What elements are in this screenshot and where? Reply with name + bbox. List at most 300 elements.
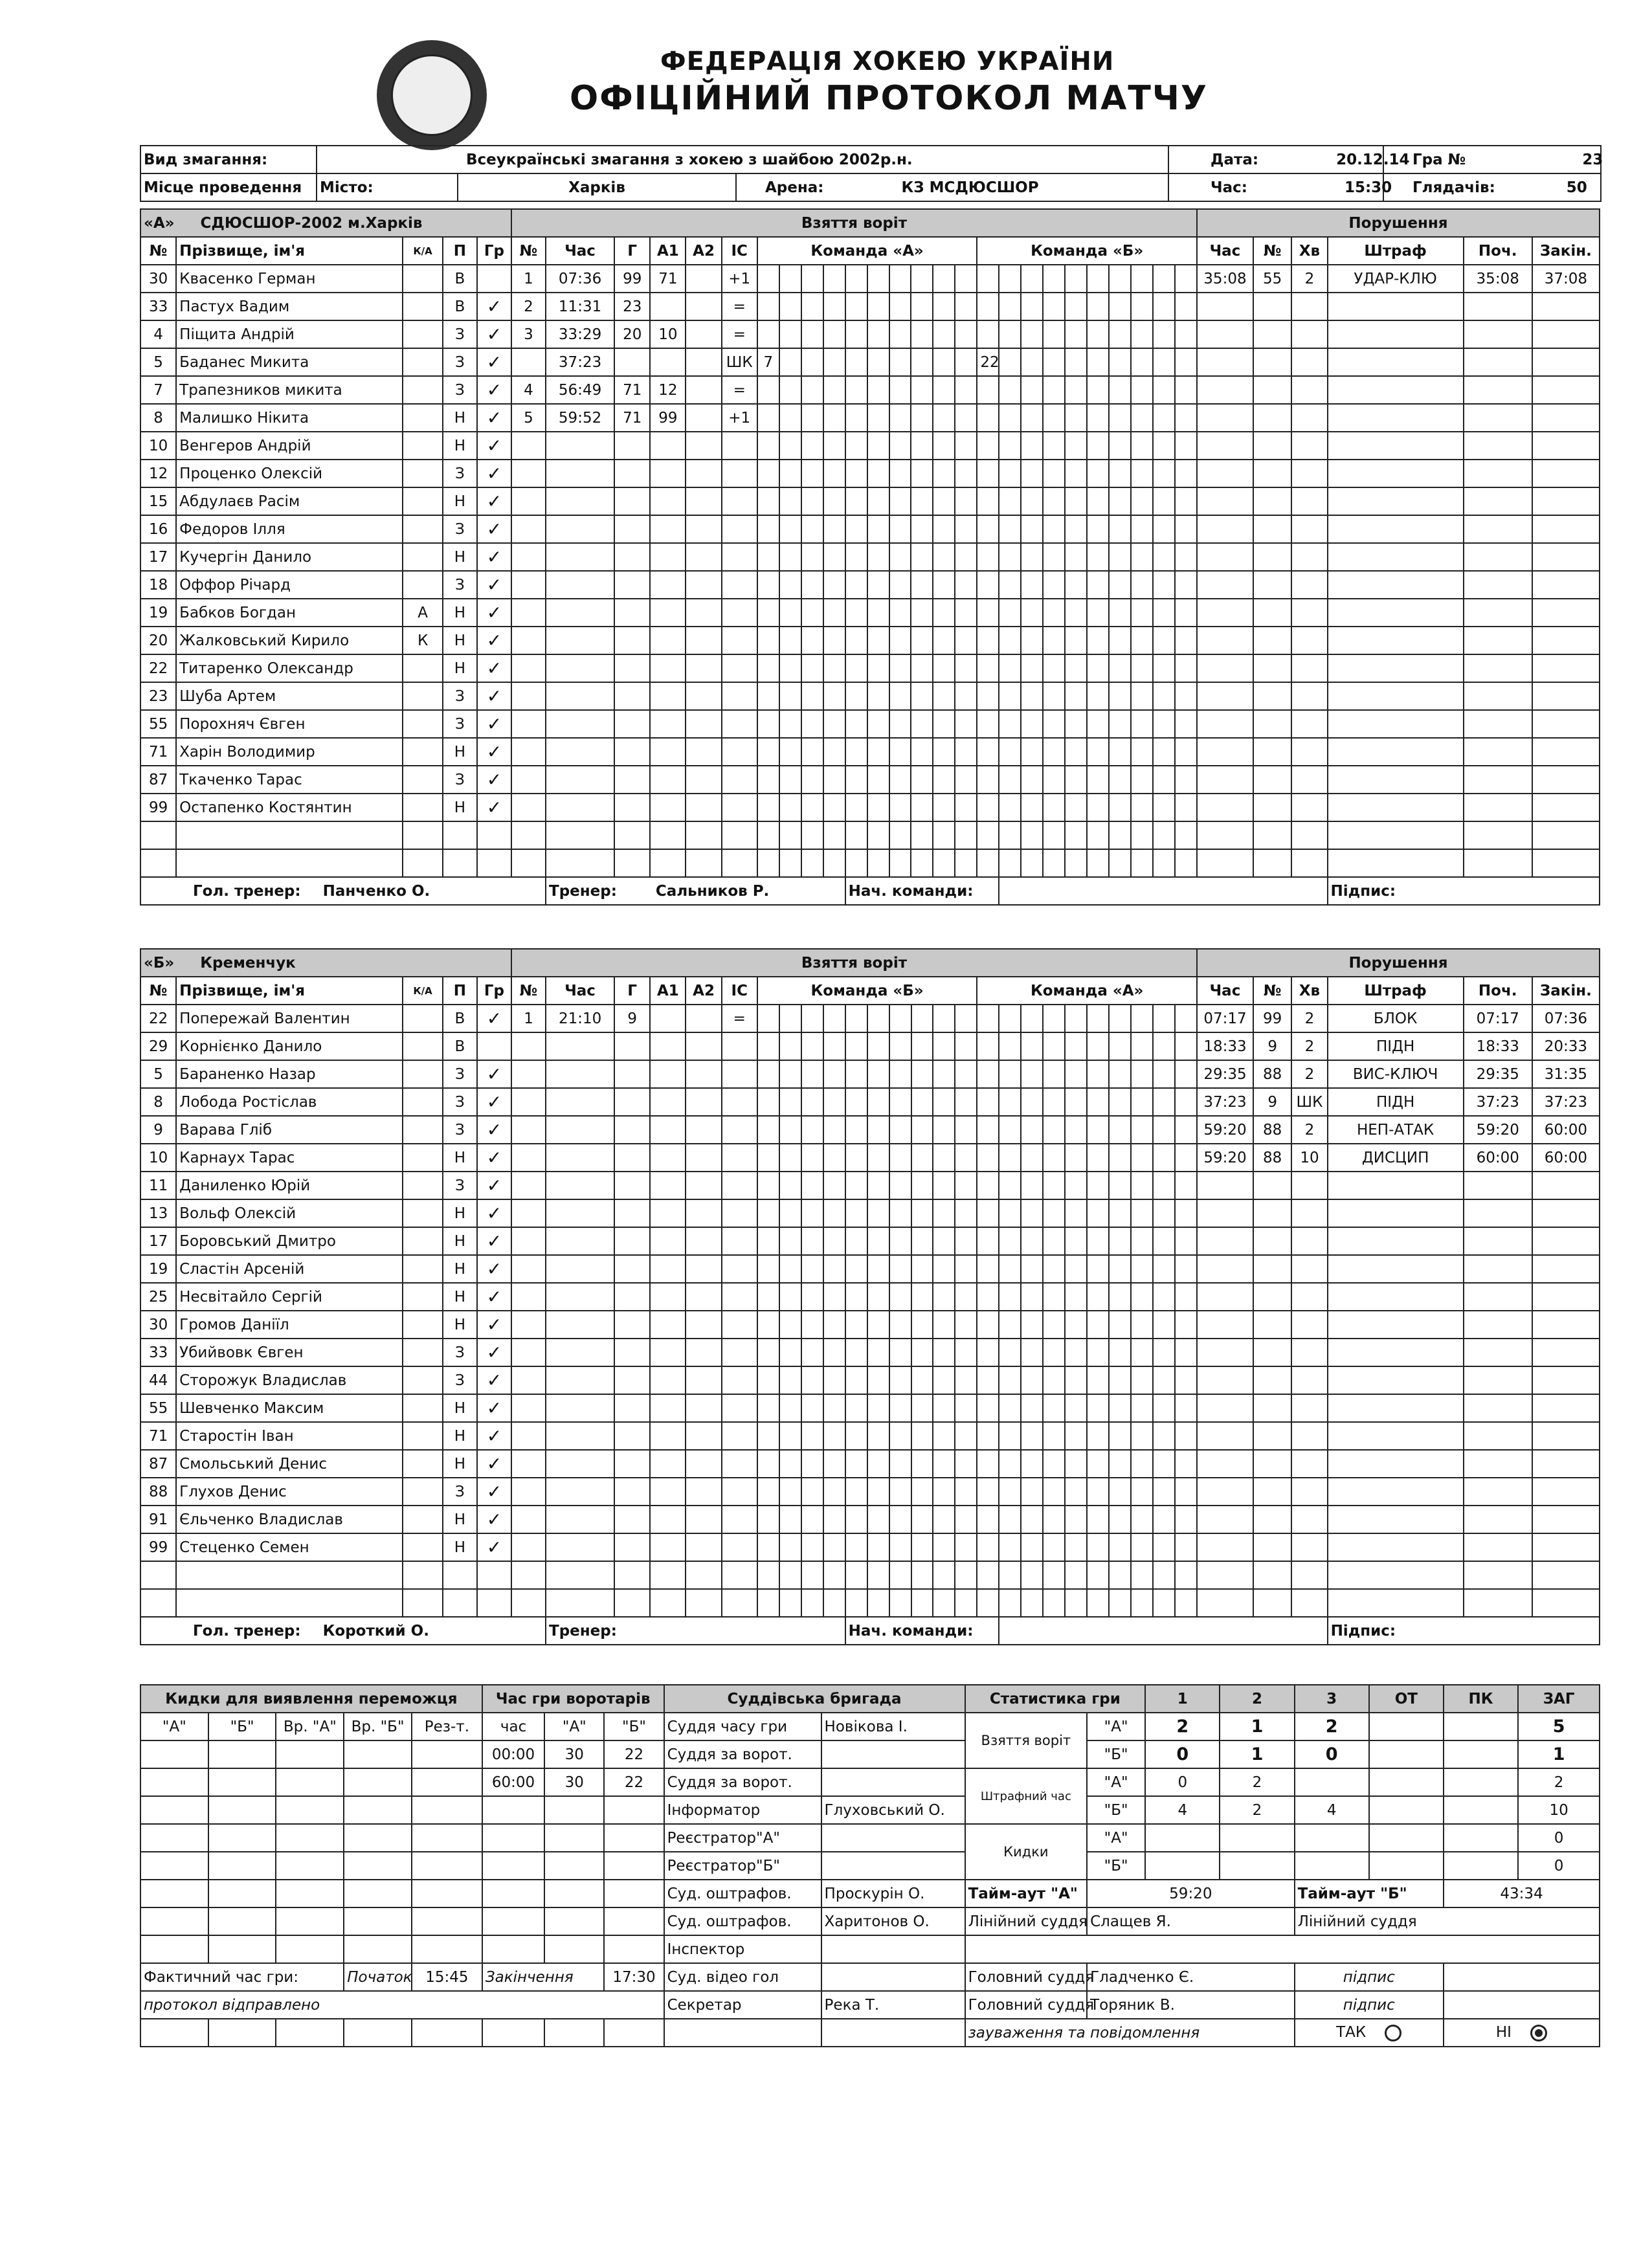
penalty-player xyxy=(1253,1533,1291,1561)
player-played: ✓ xyxy=(477,1088,511,1116)
goal-number xyxy=(511,766,546,794)
goal-scorer xyxy=(614,432,650,460)
on-ice-own xyxy=(933,1450,955,1478)
on-ice-own xyxy=(955,1255,977,1283)
on-ice-own xyxy=(757,821,779,849)
on-ice-own xyxy=(779,738,801,766)
penalty-minutes xyxy=(1291,1311,1327,1339)
referee2-sign-value xyxy=(1444,1991,1600,2019)
on-ice-own xyxy=(801,320,823,348)
penalty-player xyxy=(1253,1506,1291,1533)
stats-value: 2 xyxy=(1220,1796,1294,1824)
on-ice-own xyxy=(867,1144,889,1172)
on-ice-opp xyxy=(1175,1060,1197,1088)
player-row xyxy=(140,821,1600,849)
on-ice-opp xyxy=(1109,1589,1131,1617)
on-ice-own xyxy=(757,1255,779,1283)
goalie-cell xyxy=(604,1852,664,1880)
player-captain xyxy=(403,265,443,293)
on-ice-opp xyxy=(977,1339,999,1366)
on-ice-own xyxy=(779,1311,801,1339)
team-b-table xyxy=(140,948,1600,1645)
penalty-type xyxy=(1328,1283,1464,1311)
player-played: ✓ xyxy=(477,320,511,348)
stats-value: 4 xyxy=(1145,1796,1220,1824)
on-ice-opp xyxy=(1065,265,1087,293)
on-ice-opp xyxy=(1021,1227,1043,1255)
stats-value: 2 xyxy=(1220,1768,1294,1796)
penalties-section-title: Порушення xyxy=(1197,209,1600,237)
goal-assist1 xyxy=(650,627,686,654)
on-ice-opp xyxy=(1021,1422,1043,1450)
on-ice-own xyxy=(801,682,823,710)
on-ice-own xyxy=(823,404,845,432)
on-ice-opp xyxy=(977,710,999,738)
goal-number xyxy=(511,460,546,487)
on-ice-opp xyxy=(1109,404,1131,432)
on-ice-opp xyxy=(1175,654,1197,682)
shootout-cell xyxy=(208,1935,276,1963)
on-ice-own xyxy=(779,460,801,487)
penalty-start xyxy=(1464,599,1532,627)
penalty-time xyxy=(1197,738,1253,766)
on-ice-own xyxy=(823,376,845,404)
player-played: ✓ xyxy=(477,1283,511,1311)
on-ice-own xyxy=(757,1533,779,1561)
penalty-time xyxy=(1197,821,1253,849)
shootout-cell xyxy=(140,1796,208,1824)
penalty-time: 59:20 xyxy=(1197,1116,1253,1144)
on-ice-opp xyxy=(1153,627,1175,654)
on-ice-own xyxy=(823,1199,845,1227)
goal-assist2 xyxy=(686,404,721,432)
penalty-minutes xyxy=(1291,627,1327,654)
on-ice-opp xyxy=(1109,1366,1131,1394)
shootout-cell xyxy=(276,1824,344,1852)
on-ice-opp xyxy=(1153,1589,1175,1617)
player-number: 25 xyxy=(140,1283,176,1311)
on-ice-opp xyxy=(1131,1088,1153,1116)
on-ice-own xyxy=(889,1366,911,1394)
penalty-start: 59:20 xyxy=(1464,1116,1532,1144)
player-name: Ткаченко Тарас xyxy=(176,766,403,794)
player-number: 71 xyxy=(140,1422,176,1450)
on-ice-opp xyxy=(1087,404,1109,432)
coach-cell xyxy=(546,1617,845,1645)
on-ice-own xyxy=(801,766,823,794)
on-ice-own xyxy=(955,738,977,766)
goal-situation xyxy=(722,1032,757,1060)
on-ice-opp xyxy=(1087,1199,1109,1227)
on-ice-opp xyxy=(999,1227,1021,1255)
sign-label: Підпис: xyxy=(1328,877,1600,905)
on-ice-opp xyxy=(1043,1478,1065,1506)
goal-assist1 xyxy=(650,543,686,571)
goal-scorer xyxy=(614,1283,650,1311)
header-a2: А2 xyxy=(686,237,721,265)
goal-scorer xyxy=(614,1561,650,1589)
on-ice-opp xyxy=(999,1005,1021,1032)
on-ice-opp xyxy=(1153,1060,1175,1088)
shootout-cell xyxy=(140,1907,208,1935)
on-ice-own xyxy=(801,710,823,738)
on-ice-opp xyxy=(1175,1283,1197,1311)
on-ice-own xyxy=(801,1255,823,1283)
on-ice-own xyxy=(889,1506,911,1533)
on-ice-own xyxy=(911,1116,933,1144)
penalty-type xyxy=(1328,1227,1464,1255)
on-ice-opp xyxy=(1109,460,1131,487)
on-ice-own xyxy=(933,766,955,794)
on-ice-own xyxy=(955,1339,977,1366)
goal-assist2 xyxy=(686,1394,721,1422)
penalty-type xyxy=(1328,348,1464,376)
player-row xyxy=(140,1144,1600,1172)
goal-assist1: 12 xyxy=(650,376,686,404)
on-ice-opp xyxy=(1065,738,1087,766)
goal-scorer xyxy=(614,348,650,376)
penalty-player xyxy=(1253,1311,1291,1339)
on-ice-opp xyxy=(1065,1589,1087,1617)
player-position: З xyxy=(443,515,477,543)
on-ice-own xyxy=(933,1394,955,1422)
goal-scorer xyxy=(614,460,650,487)
on-ice-opp xyxy=(1153,1227,1175,1255)
referee-name xyxy=(821,1768,965,1796)
on-ice-opp xyxy=(1153,1366,1175,1394)
shootout-cell xyxy=(276,1935,344,1963)
on-ice-own xyxy=(845,1394,867,1422)
player-number: 30 xyxy=(140,265,176,293)
penalty-time xyxy=(1197,320,1253,348)
on-ice-opp xyxy=(977,1283,999,1311)
penalty-player xyxy=(1253,627,1291,654)
on-ice-opp xyxy=(1065,348,1087,376)
goalie-cell xyxy=(544,1852,604,1880)
on-ice-opp xyxy=(1043,348,1065,376)
goal-assist1 xyxy=(650,1478,686,1506)
on-ice-own xyxy=(867,1339,889,1366)
goal-assist2 xyxy=(686,1255,721,1283)
on-ice-own xyxy=(889,1533,911,1561)
on-ice-opp xyxy=(1131,1366,1153,1394)
stats-value: 1 xyxy=(1220,1740,1294,1768)
goal-assist1 xyxy=(650,1506,686,1533)
player-captain xyxy=(403,1144,443,1172)
player-position: Н xyxy=(443,487,477,515)
on-ice-own xyxy=(823,1339,845,1366)
on-ice-own xyxy=(801,432,823,460)
penalty-type xyxy=(1328,543,1464,571)
on-ice-opp xyxy=(1043,515,1065,543)
on-ice-own xyxy=(779,293,801,320)
on-ice-own xyxy=(779,1561,801,1589)
goal-situation: ШК xyxy=(722,348,757,376)
on-ice-opp xyxy=(1175,627,1197,654)
on-ice-opp xyxy=(1087,1450,1109,1478)
goal-assist2 xyxy=(686,1366,721,1394)
on-ice-opp xyxy=(1021,654,1043,682)
on-ice-opp xyxy=(1153,849,1175,877)
on-ice-opp xyxy=(1065,682,1087,710)
player-captain xyxy=(403,710,443,738)
player-captain xyxy=(403,1283,443,1311)
protocol-sent-label: протокол відправлено xyxy=(140,1991,664,2019)
goal-scorer xyxy=(614,487,650,515)
on-ice-own xyxy=(757,1227,779,1255)
stats-value: 10 xyxy=(1518,1796,1600,1824)
player-played: ✓ xyxy=(477,376,511,404)
penalty-end xyxy=(1532,1283,1600,1311)
player-number: 18 xyxy=(140,571,176,599)
on-ice-opp xyxy=(1087,1394,1109,1422)
on-ice-own xyxy=(779,1060,801,1088)
penalty-minutes xyxy=(1291,293,1327,320)
penalty-player xyxy=(1253,460,1291,487)
on-ice-own xyxy=(911,794,933,821)
shootout-cell xyxy=(412,1852,482,1880)
on-ice-opp xyxy=(1131,1394,1153,1422)
shootout-cell xyxy=(276,1768,344,1796)
on-ice-own xyxy=(845,543,867,571)
header-gno: № xyxy=(511,977,546,1005)
goal-assist1 xyxy=(650,1172,686,1199)
shootout-cell xyxy=(344,1796,412,1824)
player-captain xyxy=(403,1255,443,1283)
on-ice-opp xyxy=(1153,1172,1175,1199)
stats-value: 0 xyxy=(1518,1852,1600,1880)
goal-assist1 xyxy=(650,682,686,710)
on-ice-own xyxy=(779,1227,801,1255)
header-ic: ІС xyxy=(722,977,757,1005)
goalie-cell: 30 xyxy=(544,1768,604,1796)
shootout-cell xyxy=(208,1768,276,1796)
goal-assist1 xyxy=(650,738,686,766)
penalty-time xyxy=(1197,1478,1253,1506)
on-ice-opp xyxy=(1065,1422,1087,1450)
player-played: ✓ xyxy=(477,487,511,515)
on-ice-opp xyxy=(1087,1506,1109,1533)
on-ice-own xyxy=(845,1005,867,1032)
player-name xyxy=(176,821,403,849)
on-ice-own xyxy=(801,293,823,320)
goal-assist2 xyxy=(686,1339,721,1366)
yes-radio[interactable] xyxy=(1385,2025,1401,2041)
player-name: Абдулаєв Расім xyxy=(176,487,403,515)
penalty-player xyxy=(1253,738,1291,766)
goal-time: 21:10 xyxy=(546,1005,614,1032)
goal-assist2 xyxy=(686,376,721,404)
on-ice-own xyxy=(823,654,845,682)
shootout-cell xyxy=(276,1852,344,1880)
goal-assist1 xyxy=(650,515,686,543)
on-ice-opp xyxy=(1065,766,1087,794)
player-captain xyxy=(403,1589,443,1617)
goalie-cell xyxy=(544,1935,604,1963)
on-ice-opp xyxy=(1153,543,1175,571)
penalty-type xyxy=(1328,1255,1464,1283)
shootout-cell xyxy=(140,1935,208,1963)
on-ice-own xyxy=(757,654,779,682)
player-captain xyxy=(403,738,443,766)
player-name: Трапезников микита xyxy=(176,376,403,404)
stats-value xyxy=(1295,1824,1369,1852)
on-ice-own xyxy=(911,1422,933,1450)
on-ice-own xyxy=(955,1394,977,1422)
penalty-player xyxy=(1253,432,1291,460)
goal-assist1 xyxy=(650,1561,686,1589)
on-ice-opp xyxy=(1175,766,1197,794)
player-played: ✓ xyxy=(477,654,511,682)
penalty-player xyxy=(1253,849,1291,877)
penalty-player xyxy=(1253,515,1291,543)
penalty-minutes: ШК xyxy=(1291,1088,1327,1116)
referee-name: Новікова І. xyxy=(821,1713,965,1740)
on-ice-own xyxy=(933,1478,955,1506)
competition: Всеукраїнські змагання з хокею з шайбою 2002р.н. xyxy=(317,146,1168,173)
player-name: Убийвовк Євген xyxy=(176,1339,403,1366)
header-p: П xyxy=(443,977,477,1005)
player-row xyxy=(140,627,1600,654)
player-played: ✓ xyxy=(477,571,511,599)
on-ice-opp xyxy=(1087,348,1109,376)
stats-title: Статистика гри xyxy=(965,1685,1146,1713)
player-played: ✓ xyxy=(477,460,511,487)
penalty-time: 29:35 xyxy=(1197,1060,1253,1088)
on-ice-own xyxy=(889,654,911,682)
goal-number xyxy=(511,1450,546,1478)
player-name: Шевченко Максим xyxy=(176,1394,403,1422)
penalty-minutes xyxy=(1291,1339,1327,1366)
goal-number: 5 xyxy=(511,404,546,432)
goal-scorer xyxy=(614,1394,650,1422)
referee2-label: Головний суддя xyxy=(965,1991,1088,2019)
penalty-type xyxy=(1328,571,1464,599)
penalty-end: 60:00 xyxy=(1532,1144,1600,1172)
goalie-cell xyxy=(604,1935,664,1963)
on-ice-opp xyxy=(1153,710,1175,738)
on-ice-opp xyxy=(977,1144,999,1172)
no-radio[interactable] xyxy=(1530,2025,1547,2041)
on-ice-opp xyxy=(1065,487,1087,515)
goal-assist2 xyxy=(686,654,721,682)
timeout-a: 59:20 xyxy=(1087,1880,1294,1907)
end-label: Закінчення xyxy=(482,1963,605,1991)
player-name xyxy=(176,1561,403,1589)
penalty-time xyxy=(1197,1366,1253,1394)
on-ice-opp xyxy=(1131,376,1153,404)
goalie-cell xyxy=(604,1907,664,1935)
penalty-end xyxy=(1532,821,1600,849)
on-ice-opp xyxy=(1153,320,1175,348)
on-ice-own xyxy=(757,1506,779,1533)
on-ice-opp xyxy=(1175,1366,1197,1394)
referee1: Гладченко Є. xyxy=(1087,1963,1294,1991)
penalty-minutes xyxy=(1291,460,1327,487)
on-ice-opp xyxy=(977,432,999,460)
player-played: ✓ xyxy=(477,682,511,710)
goal-assist1: 99 xyxy=(650,404,686,432)
goal-time xyxy=(546,1088,614,1116)
penalty-end xyxy=(1532,1533,1600,1561)
on-ice-opp xyxy=(1043,710,1065,738)
on-ice-own xyxy=(845,432,867,460)
on-ice-opp xyxy=(1087,1088,1109,1116)
on-ice-own xyxy=(911,1478,933,1506)
on-ice-own xyxy=(845,1283,867,1311)
player-played: ✓ xyxy=(477,738,511,766)
on-ice-own xyxy=(757,1005,779,1032)
on-ice-opp xyxy=(1021,1255,1043,1283)
on-ice-own xyxy=(779,1339,801,1366)
on-ice-opp xyxy=(1021,710,1043,738)
stats-value xyxy=(1444,1713,1518,1740)
on-ice-own xyxy=(779,1199,801,1227)
on-ice-own xyxy=(845,682,867,710)
on-ice-opp xyxy=(999,1533,1021,1561)
on-ice-own xyxy=(823,432,845,460)
player-number: 9 xyxy=(140,1116,176,1144)
on-ice-own xyxy=(845,821,867,849)
on-ice-opp xyxy=(999,376,1021,404)
on-ice-own xyxy=(955,849,977,877)
player-number: 99 xyxy=(140,794,176,821)
on-ice-own xyxy=(845,1478,867,1506)
on-ice-own xyxy=(933,599,955,627)
on-ice-opp xyxy=(1175,1255,1197,1283)
penalty-minutes xyxy=(1291,515,1327,543)
player-position: З xyxy=(443,1339,477,1366)
penalty-time xyxy=(1197,1422,1253,1450)
stats-value xyxy=(1220,1824,1294,1852)
goal-time xyxy=(546,821,614,849)
on-ice-opp xyxy=(1065,1394,1087,1422)
team-side: «Б» xyxy=(144,954,175,972)
goal-number xyxy=(511,710,546,738)
goal-assist2 xyxy=(686,571,721,599)
on-ice-opp xyxy=(1087,682,1109,710)
header-pno: № xyxy=(1253,237,1291,265)
on-ice-opp xyxy=(1175,1339,1197,1366)
on-ice-opp xyxy=(1065,293,1087,320)
on-ice-own xyxy=(823,1116,845,1144)
player-position: Н xyxy=(443,1422,477,1450)
on-ice-own xyxy=(801,1116,823,1144)
goal-number xyxy=(511,1116,546,1144)
goal-time xyxy=(546,1450,614,1478)
on-ice-opp xyxy=(999,738,1021,766)
on-ice-opp xyxy=(1109,1032,1131,1060)
on-ice-own xyxy=(933,432,955,460)
on-ice-opp xyxy=(999,1032,1021,1060)
goal-time xyxy=(546,627,614,654)
on-ice-opp xyxy=(1131,599,1153,627)
stats-period-header: 3 xyxy=(1295,1685,1369,1713)
shootout-header: Рез-т. xyxy=(412,1713,482,1740)
penalty-player xyxy=(1253,1227,1291,1255)
on-ice-opp xyxy=(1065,1032,1087,1060)
on-ice-opp xyxy=(1109,515,1131,543)
on-ice-own xyxy=(911,1533,933,1561)
on-ice-own xyxy=(889,766,911,794)
player-name: Жалковський Кирило xyxy=(176,627,403,654)
on-ice-own xyxy=(867,1005,889,1032)
on-ice-own xyxy=(867,432,889,460)
actual-time-label: Фактичний час гри: xyxy=(140,1963,344,1991)
shootout-cell xyxy=(276,1880,344,1907)
goal-assist1 xyxy=(650,1533,686,1561)
on-ice-own xyxy=(933,1199,955,1227)
